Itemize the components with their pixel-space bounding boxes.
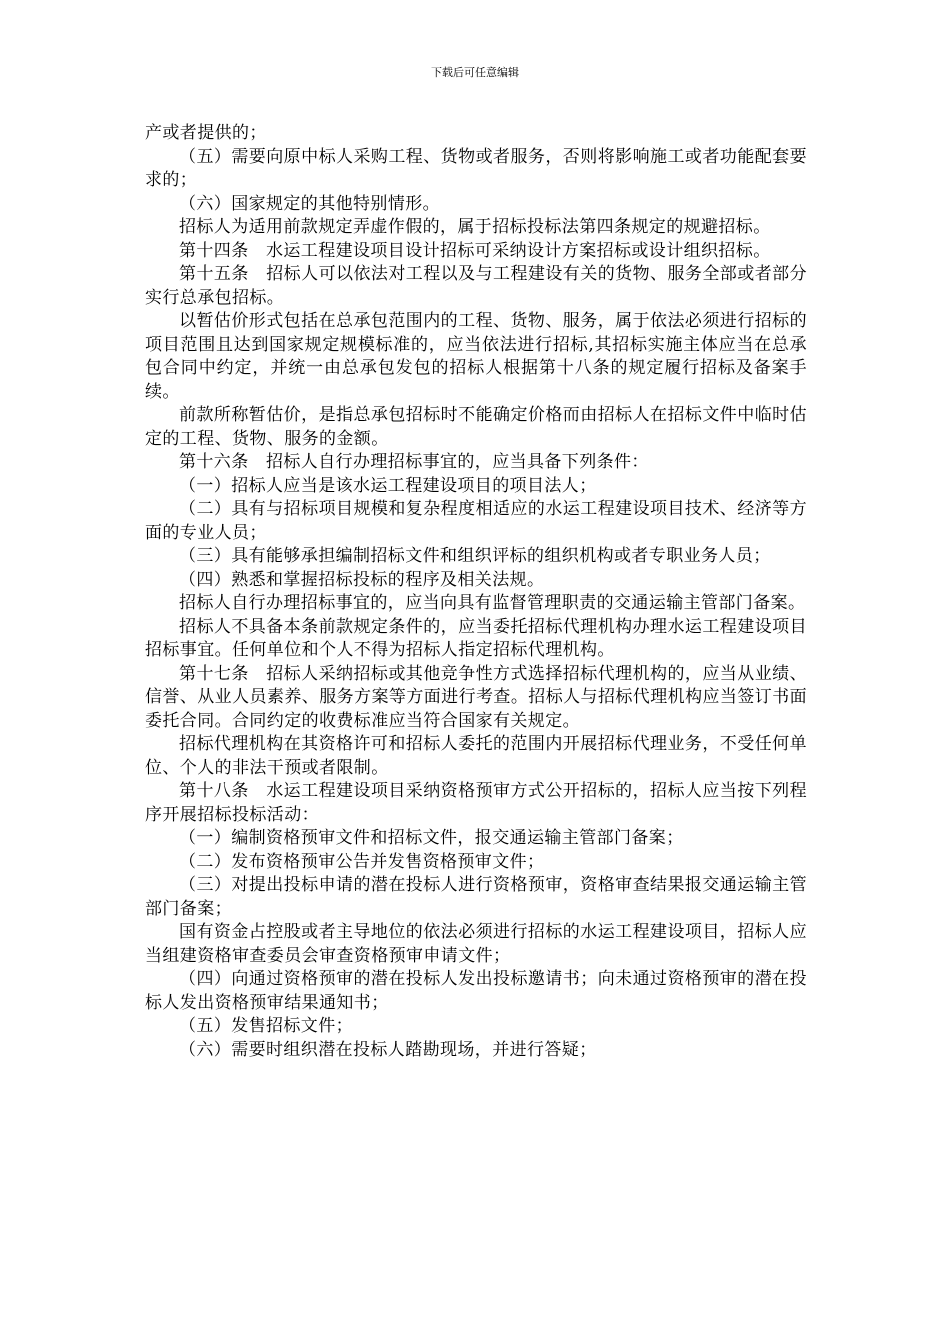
- article-17: 第十七条 招标人采纳招标或其他竞争性方式选择招标代理机构的，应当从业绩、信誉、从业人员素养、服务方案等方面进行考查。招标人与招标代理机构应当签订书面委托合同。合同约定的收费标准应当符合国家有关规定。: [145, 663, 807, 731]
- paragraph: 招标人自行办理招标事宜的，应当向具有监督管理职责的交通运输主管部门备案。: [179, 593, 806, 613]
- article-14: 第十四条 水运工程建设项目设计招标可采纳设计方案招标或设计组织招标。: [179, 240, 771, 261]
- list-item: （二）发布资格预审公告并发售资格预审文件；: [179, 851, 545, 872]
- paragraph: 招标人为适用前款规定弄虚作假的，属于招标投标法第四条规定的规避招标。: [179, 217, 771, 237]
- list-item: （六）需要时组织潜在投标人踏勘现场，并进行答疑；: [179, 1039, 597, 1060]
- paragraph: 产或者提供的；: [145, 123, 267, 143]
- list-item: （一）编制资格预审文件和招标文件，报交通运输主管部门备案；: [179, 828, 684, 848]
- list-item: （三）对提出投标申请的潜在投标人进行资格预审，资格审查结果报交通运输主管部门备案；: [145, 875, 807, 919]
- document-body: [145, 122, 807, 1062]
- paragraph: 前款所称暂估价，是指总承包招标时不能确定价格而由招标人在招标文件中临时估定的工程、货物、服务的金额。: [145, 405, 807, 449]
- paragraph: 招标代理机构在其资格许可和招标人委托的范围内开展招标代理业务，不受任何单位、个人的非法干预或者限制。: [145, 734, 807, 778]
- paragraph: （五）需要向原中标人采购工程、货物或者服务，否则将影响施工或者功能配套要求的；: [145, 146, 807, 190]
- list-item: （一）招标人应当是该水运工程建设项目的项目法人；: [179, 475, 597, 496]
- article-18: 第十八条 水运工程建设项目采纳资格预审方式公开招标的，招标人应当按下列程序开展招标投标活动：: [145, 781, 807, 825]
- article-16: 第十六条 招标人自行办理招标事宜的，应当具备下列条件：: [179, 452, 649, 472]
- paragraph: （六）国家规定的其他特别情形。: [179, 193, 440, 214]
- list-item: （四）向通过资格预审的潜在投标人发出投标邀请书；向未通过资格预审的潜在投标人发出资格预审结果通知书；: [145, 969, 807, 1013]
- list-item: （三）具有能够承担编制招标文件和组织评标的组织机构或者专职业务人员；: [179, 546, 771, 566]
- page-header: 下载后可任意编辑: [431, 66, 519, 79]
- list-item: （四）熟悉和掌握招标投标的程序及相关法规。: [179, 569, 545, 590]
- paragraph: 以暂估价形式包括在总承包范围内的工程、货物、服务，属于依法必须进行招标的项目范围且达到国家规定规模标准的，应当依法进行招标,其招标实施主体应当在总承包合同中约定，并统一由总承包发包的招标人根据第十八条的规定履行招标及备案手续。: [145, 311, 807, 402]
- paragraph: 招标人不具备本条前款规定条件的，应当委托招标代理机构办理水运工程建设项目招标事宜。任何单位和个人不得为招标人指定招标代理机构。: [145, 616, 807, 660]
- article-15: 第十五条 招标人可以依法对工程以及与工程建设有关的货物、服务全部或者部分实行总承包招标。: [145, 264, 807, 308]
- paragraph: 国有资金占控股或者主导地位的依法必须进行招标的水运工程建设项目，招标人应当组建资格审查委员会审查资格预审申请文件；: [145, 922, 807, 966]
- list-item: （二）具有与招标项目规模和复杂程度相适应的水运工程建设项目技术、经济等方面的专业人员；: [145, 499, 807, 543]
- list-item: （五）发售招标文件；: [179, 1016, 353, 1036]
